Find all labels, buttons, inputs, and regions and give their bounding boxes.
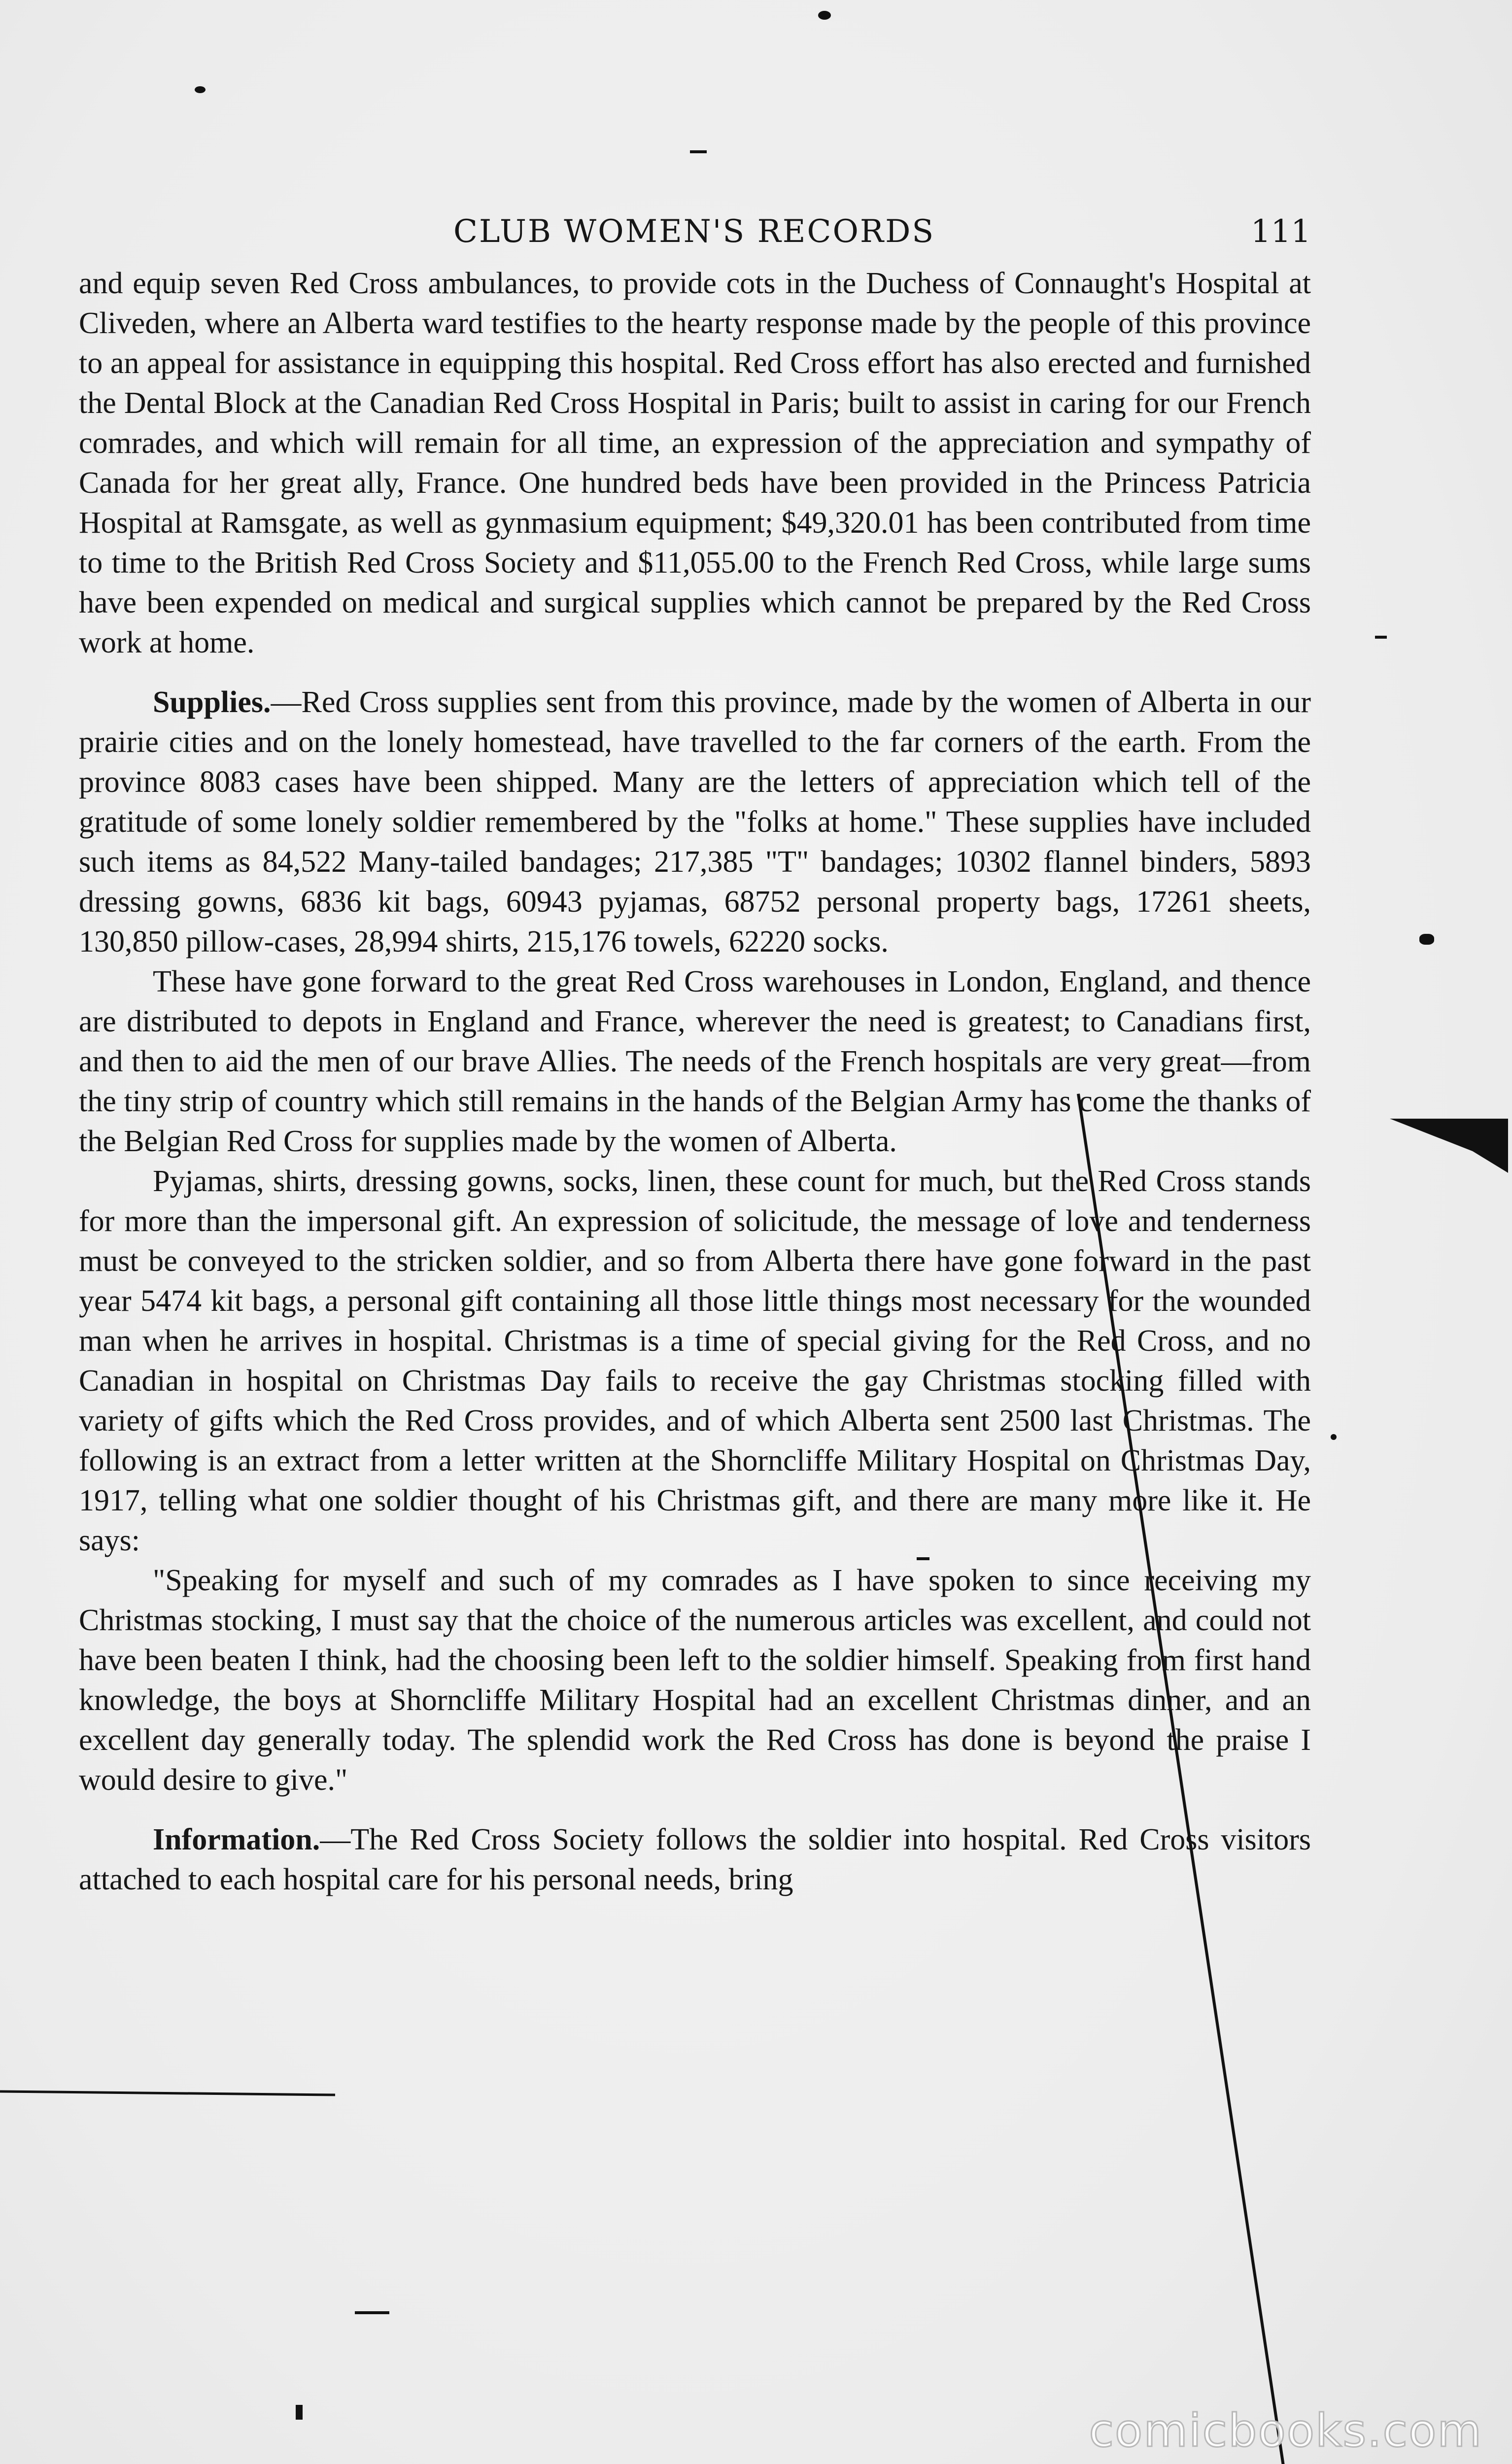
pyjamas-paragraph: Pyjamas, shirts, dressing gowns, socks, linen, these count for much, but the Red Cross stands for more than the impersonal gift. An expression of solicitude, the message of love and tenderness must be conveyed to the stricken soldier, and so from Alberta there have gone forward in the past year 5474 kit bags, a personal gift containing all those little things most necessary for the wounded man when he arrives in hospital. Christmas is a time of special giving for the Red Cross, and no Canadian in hospital on Christmas Day fails to receive the gay Christmas stocking filled with variety of gifts which the Red Cross provides, and of which Alberta sent 2500 last Christmas. The following is an extract from a letter written at the Shorncliffe Military Hospital on Christmas Day, 1917, telling what one soldier thought of his Christmas gift, and there are many more like it. He says: — [79, 1164, 1311, 1557]
information-text: —The Red Cross Society follows the soldier into hospital. Red Cross visitors attached to each hospital care for his personal needs, bring — [79, 1823, 1311, 1896]
running-header — [79, 207, 1311, 256]
speck — [195, 86, 206, 93]
page-number: 111 — [1250, 213, 1311, 250]
running-head-title: CLUB WOMEN'S RECORDS — [453, 213, 935, 250]
intro-paragraph: and equip seven Red Cross ambulances, to provide cots in the Duchess of Connaught's Hospital at Cliveden, where an Alberta ward testifies to the hearty response made by the people of this province to an appeal for assistance in equipping this hospital. Red Cross effort has also erected and furnished the Dental Block at the Canadian Red Cross Hospital in Paris; built to assist in caring for our French comrades, and which will remain for all time, an expression of the appreciation and sympathy of Canada for her great ally, France. One hundred beds have been provided in the Princess Patricia Hospital at Ramsgate, as well as gynmasium equipment; $49,320.01 has been contributed from time to time to the British Red Cross Society and $11,055.00 to the French Red Cross, while large sums have been expended on medical and surgical supplies which cannot be prepared by the Red Cross work at home. — [79, 267, 1311, 659]
supplies-heading: Supplies. — [153, 685, 271, 719]
speck — [1419, 934, 1434, 945]
speck — [355, 2311, 389, 2314]
underline-stroke — [0, 2090, 335, 2096]
information-heading: Information. — [153, 1823, 320, 1856]
speck — [818, 11, 831, 20]
supplies-text: —Red Cross supplies sent from this province, made by the women of Alberta in our prairie cities and on the lonely homestead, have travelled to the far corners of the earth. From the province 8083 cases have been shipped. Many are the letters of appreciation which tell of the gratitude of some lonely soldier remembered by the "folks at home." These supplies have included such items as 84,522 Many-tailed bandages; 217,385 "T" bandages; 10302 flannel binders, 5893 dressing gowns, 6836 kit bags, 60943 pyjamas, 68752 personal property bags, 17261 sheets, 130,850 pillow-cases, 28,994 shirts, 215,176 towels, 62220 socks. — [79, 685, 1311, 958]
soldier-quote: "Speaking for myself and such of my comrades as I have spoken to since receiving my Christmas stocking, I must say that the choice of the numerous articles was excellent, and could not have been beaten I think, had the choosing been left to the soldier himself. Speaking from first hand knowledge, the boys at Shorncliffe Military Hospital had an excellent Christmas dinner, and an excellent day generally today. The splendid work the Red Cross has done is beyond the praise I would desire to give." — [79, 1564, 1311, 1797]
paragraph-gap — [79, 1800, 1311, 1820]
speck — [296, 2405, 303, 2420]
warehouses-paragraph: These have gone forward to the great Red Cross warehouses in London, England, and thence are distributed to depots in England and France, wherever the need is greatest; to Canadians first, and then to aid the men of our brave Allies. The needs of the French hospitals are very great—from the tiny strip of country which still remains in the hands of the Belgian Army has come the thanks of the Belgian Red Cross for supplies made by the women of Alberta. — [79, 965, 1311, 1158]
speck — [690, 150, 707, 153]
speck — [1375, 636, 1387, 639]
watermark: comicbooks.com — [1089, 2404, 1482, 2457]
supplies-paragraph — [79, 683, 1311, 962]
ink-blot — [1390, 1119, 1508, 1173]
paragraph-gap — [79, 663, 1311, 683]
speck — [1331, 1434, 1337, 1440]
body-text — [79, 264, 1311, 1900]
speck — [917, 1557, 929, 1560]
information-paragraph — [79, 1820, 1311, 1900]
